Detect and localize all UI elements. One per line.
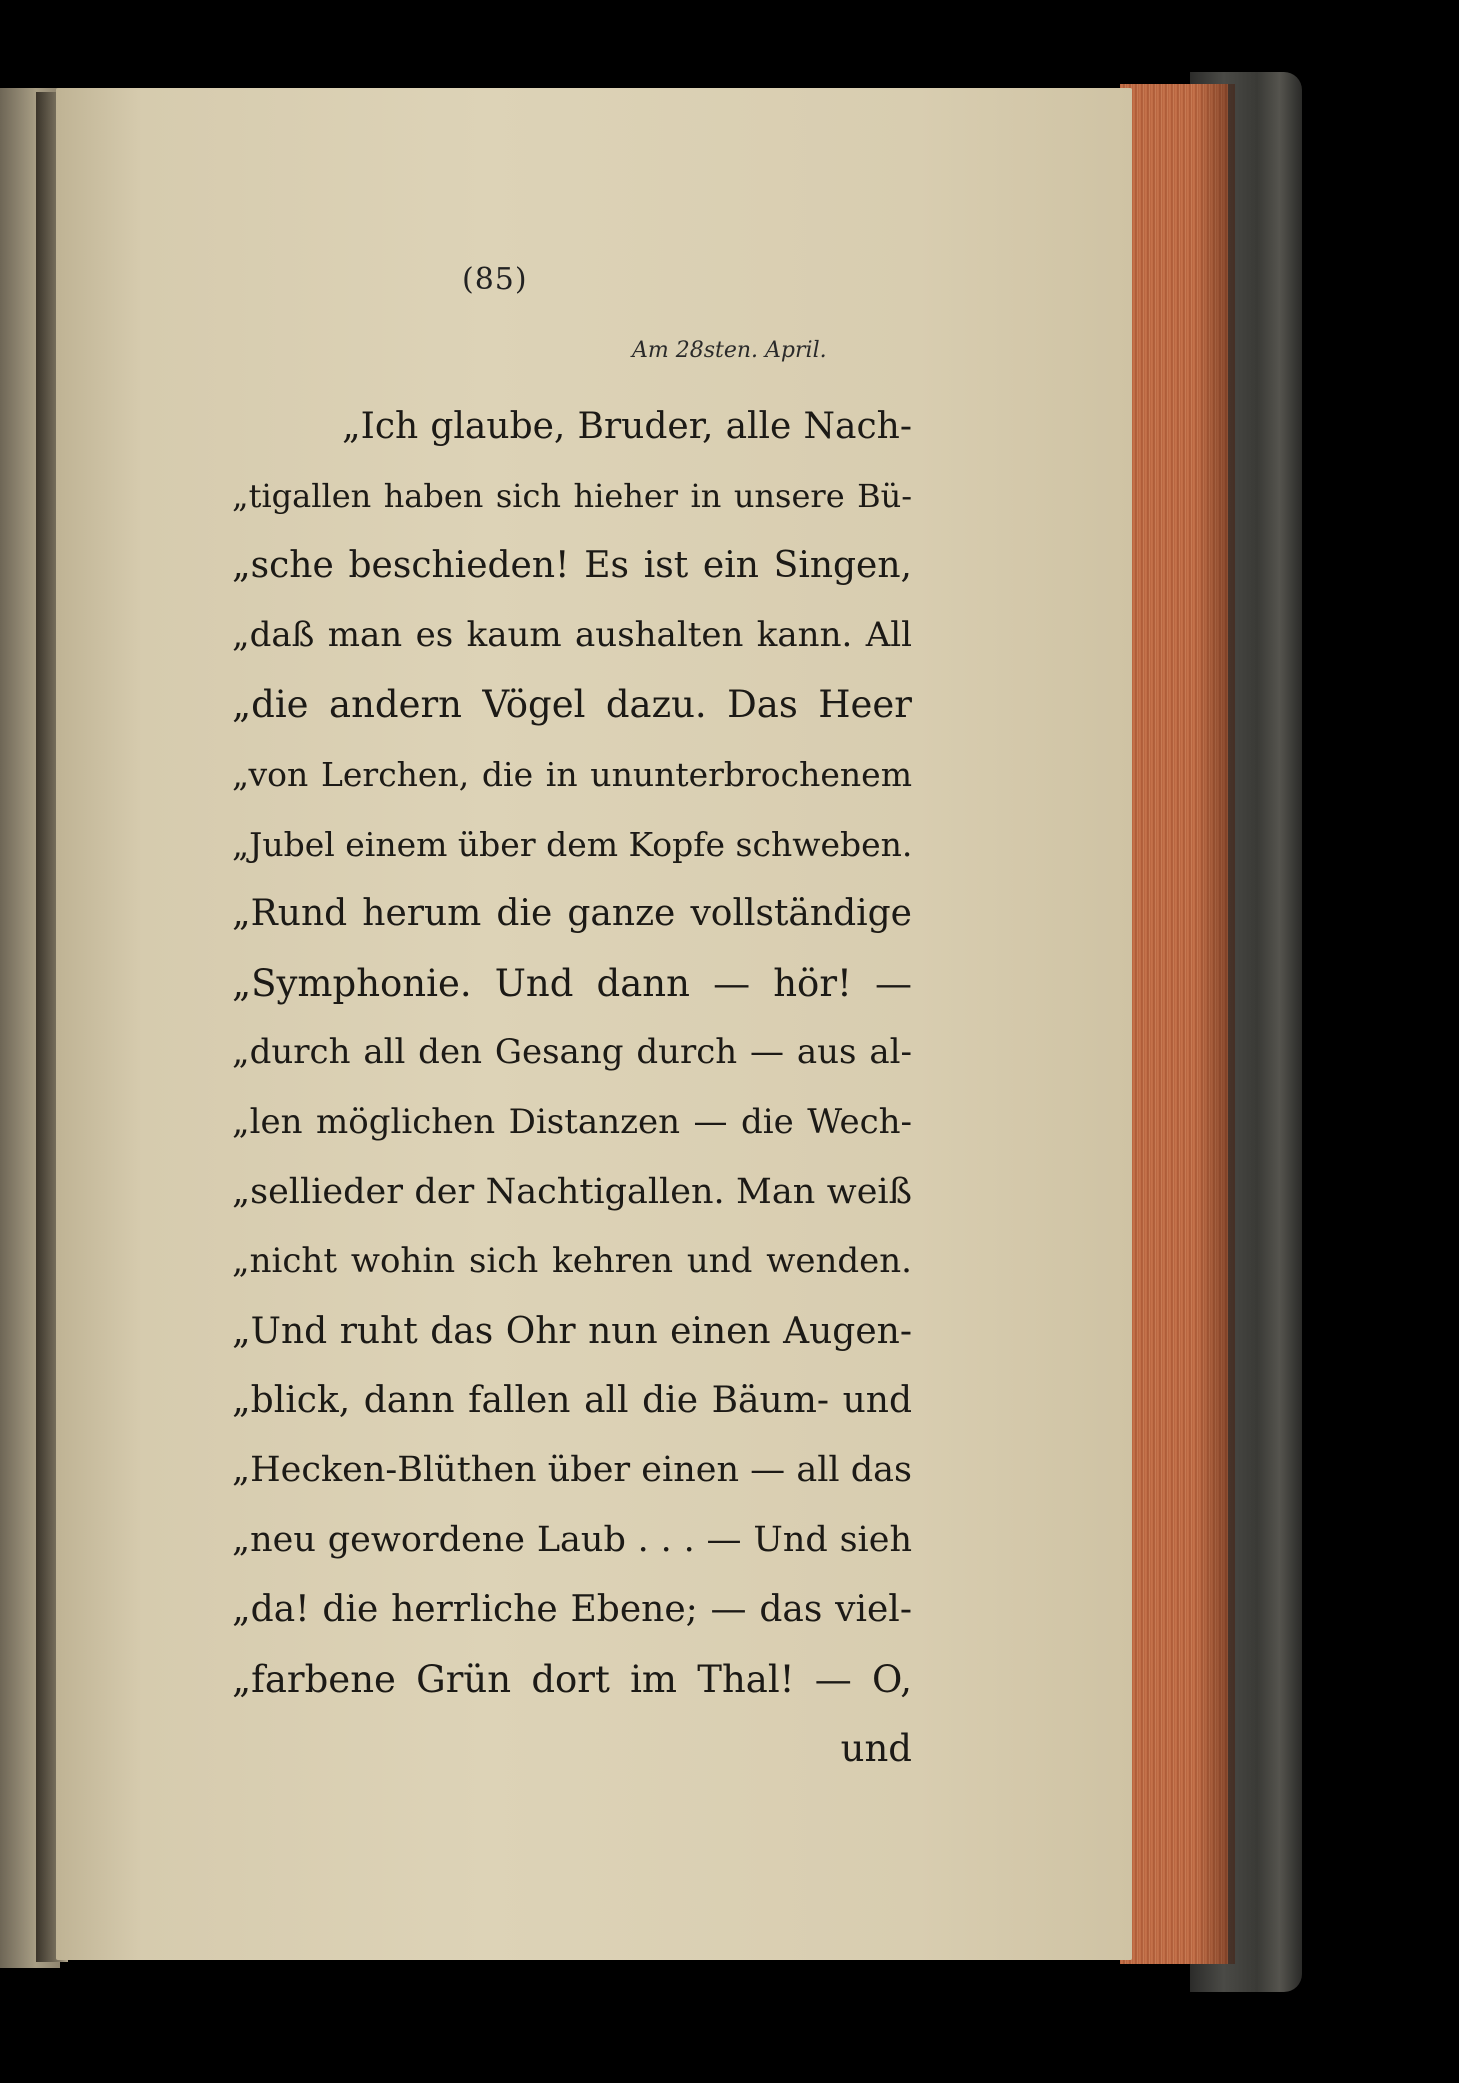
text-line: „nicht wohin sich kehren und wenden.: [232, 1241, 912, 1282]
text-line: „sellieder der Nachtigallen. Man weiß: [232, 1171, 912, 1212]
text-line: „die andern Vögel dazu. Das Heer: [232, 683, 912, 727]
text-line: „Rund herum die ganze vollständige: [232, 893, 912, 935]
text-line: „Symphonie. Und dann — hör! —: [232, 961, 912, 1005]
text-line: „da! die herrliche Ebene; — das viel-: [232, 1589, 912, 1631]
date-heading: Am 28sten. April.: [632, 338, 827, 363]
text-line: „blick, dann fallen all die Bäum- und: [232, 1380, 912, 1422]
text-line: „Jubel einem über dem Kopfe schweben.: [232, 824, 913, 864]
text-line: „farbene Grün dort im Thal! — O,: [232, 1657, 912, 1701]
text-line: „neu gewordene Laub . . . — Und sieh: [232, 1519, 912, 1560]
text-line: „Und ruht das Ohr nun einen Augen-: [232, 1310, 912, 1352]
text-line: „daß man es kaum aushalten kann. All: [232, 614, 912, 655]
text-line: „len möglichen Distanzen — die Wech-: [232, 1101, 912, 1142]
text-line: „Ich glaube, Bruder, alle Nach-: [342, 406, 912, 447]
text-line: „tigallen haben sich hieher in unsere Bü-: [232, 476, 912, 515]
text-line: „von Lerchen, die in ununterbrochenem: [232, 754, 912, 794]
text-line: „Hecken-Blüthen über einen — all das: [232, 1449, 912, 1490]
text-line: „sche beschieden! Es ist ein Singen,: [232, 545, 912, 587]
catchword: und: [840, 1727, 912, 1771]
page-number: (85): [462, 262, 528, 297]
body-text: [232, 392, 912, 1784]
page-edges-shadow: [1195, 84, 1235, 1964]
text-line: „durch all den Gesang durch — aus al-: [232, 1032, 912, 1073]
